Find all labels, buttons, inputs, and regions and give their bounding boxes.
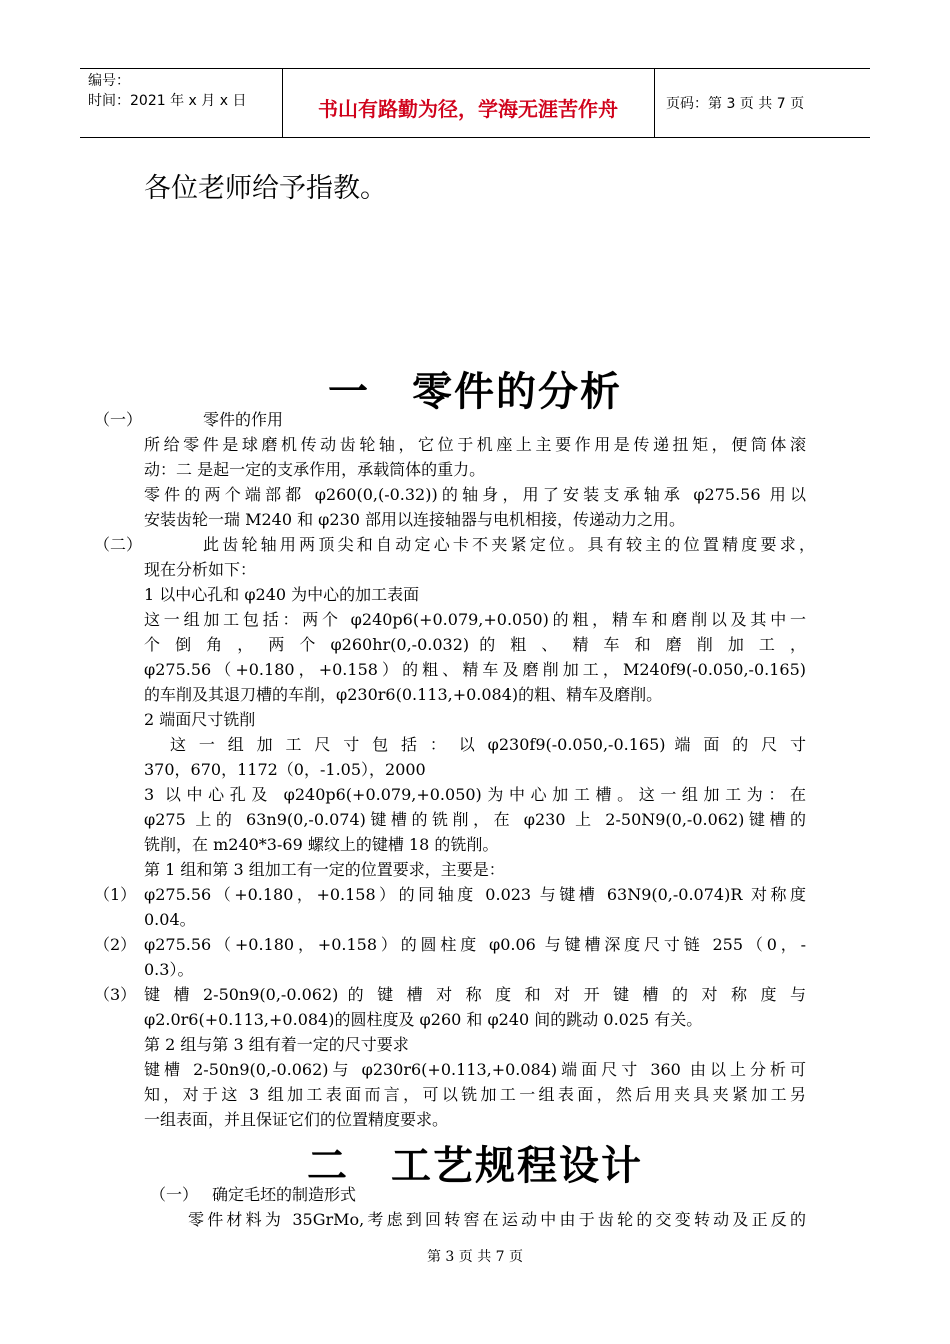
paragraph-line: 3 以中心孔及 φ240p6(+0.079,+0.050)为中心加工槽。这一组加工为：在 (144, 785, 806, 804)
header-page-info: 页码：第 3 页 共 7 页 (666, 96, 805, 112)
paragraph-line: 0.3）。 (144, 960, 194, 979)
sub2-label: （二） (94, 535, 143, 554)
paragraph-line: φ2.0r6(+0.113,+0.084)的圆柱度及 φ260 和 φ240 间的跳动 0.025 有关。 (144, 1010, 703, 1029)
paragraph-line: 现在分析如下： (144, 560, 257, 579)
paragraph-line: 这 一 组 加 工 尺 寸 包 括 ： 以 φ230f9(-0.050,-0.165) 端 面 的 尺 寸 (170, 735, 806, 754)
paragraph-line: 动：二 是起一定的支承作用，承载筒体的重力。 (144, 460, 486, 479)
req2-label: （2） (94, 935, 137, 954)
group23-title: 第 2 组与第 3 组有着一定的尺寸要求 (144, 1035, 409, 1054)
paragraph-line: 个 倒 角 ， 两 个 φ260hr(0,-0.032) 的 粗 、 精 车 和 磨 削 加 工 ， (144, 635, 806, 654)
section2-title: 二 工艺规程设计 (307, 1143, 643, 1189)
paragraph-line: 键槽 2-50n9(0,-0.062)与 φ230r6(+0.113,+0.084)端面尺寸 360 由以上分析可 (144, 1060, 806, 1079)
group1-title: 1 以中心孔和 φ240 为中心的加工表面 (144, 585, 420, 604)
time-label: 时间：2021 年 x 月 x 日 (88, 93, 247, 109)
header-motto: 书山有路勤为径，学海无涯苦作舟 (318, 97, 618, 121)
paragraph-line: 安装齿轮一瑞 M240 和 φ230 部用以连接轴器与电机相接，传递动力之用。 (144, 510, 686, 529)
sub1-label: （一） (94, 410, 143, 429)
section1-title: 一 零件的分析 (328, 369, 622, 415)
header-meta (88, 71, 278, 111)
req1-label: （1） (94, 885, 137, 904)
paragraph-line: 0.04。 (144, 910, 196, 929)
paragraph-line: φ275.56（+0.180，+0.158）的圆柱度 φ0.06 与键槽深度尺寸链 255（0，- (144, 935, 806, 954)
paragraph-line: 370，670，1172（0，-1.05），2000 (144, 760, 426, 779)
s2-sub1-label: （一） (150, 1185, 199, 1204)
req3-label: （3） (94, 985, 137, 1004)
paragraph-line: 零件的两个端部都 φ260(0,(-0.32))的轴身，用了安装支承轴承 φ275.56 用以 (144, 485, 806, 504)
paragraph-line: 铣削，在 m240*3-69 螺纹上的键槽 18 的铣削。 (144, 835, 499, 854)
paragraph-line: φ275.56（+0.180，+0.158）的同轴度 0.023 与键槽 63N9(0,-0.074)R 对称度 (144, 885, 806, 904)
page-footer: 第 3 页 共 7 页 (426, 1249, 524, 1265)
paragraph-line: 键 槽 2-50n9(0,-0.062) 的 键 槽 对 称 度 和 对 开 键 槽 的 对 称 度 与 (144, 985, 806, 1004)
paragraph-line: 的车削及其退刀槽的车削，φ230r6(0.113,+0.084)的粗、精车及磨削。 (144, 685, 663, 704)
s2-sub1-title: 确定毛坯的制造形式 (212, 1185, 357, 1204)
requirement-intro: 第 1 组和第 3 组加工有一定的位置要求，主要是： (144, 860, 505, 879)
paragraph-line: 这一组加工包括：两个 φ240p6(+0.079,+0.050)的粗，精车和磨削以及其中一 (144, 610, 806, 629)
paragraph-line: φ275.56（+0.180，+0.158）的粗、精车及磨削加工，M240f9(-0.050,-0.165) (144, 660, 806, 679)
paragraph-line: 零件材料为 35GrMo,考虑到回转窖在运动中由于齿轮的交变转动及正反的 (188, 1210, 806, 1229)
paragraph-line: 知，对于这 3 组加工表面而言，可以铣加工一组表面，然后用夹具夹紧加工另 (144, 1085, 806, 1104)
paragraph-line: 所给零件是球磨机传动齿轮轴，它位于机座上主要作用是传递扭矩，便筒体滚 (144, 435, 806, 454)
number-label: 编号： (88, 73, 130, 89)
header-divider (654, 69, 655, 137)
paragraph-line: 此齿轮轴用两顶尖和自动定心卡不夹紧定位。具有较主的位置精度要求， (203, 535, 815, 554)
greeting-line: 各位老师给予指教。 (144, 173, 387, 204)
paragraph-line: φ275 上的 63n9(0,-0.074)键槽的铣削，在 φ230 上 2-50N9(0,-0.062)键槽的 (144, 810, 806, 829)
paragraph-line: 一组表面，并且保证它们的位置精度要求。 (144, 1110, 449, 1129)
page-header (80, 68, 870, 138)
sub1-title: 零件的作用 (203, 410, 284, 429)
group2-title: 2 端面尺寸铣削 (144, 710, 256, 729)
